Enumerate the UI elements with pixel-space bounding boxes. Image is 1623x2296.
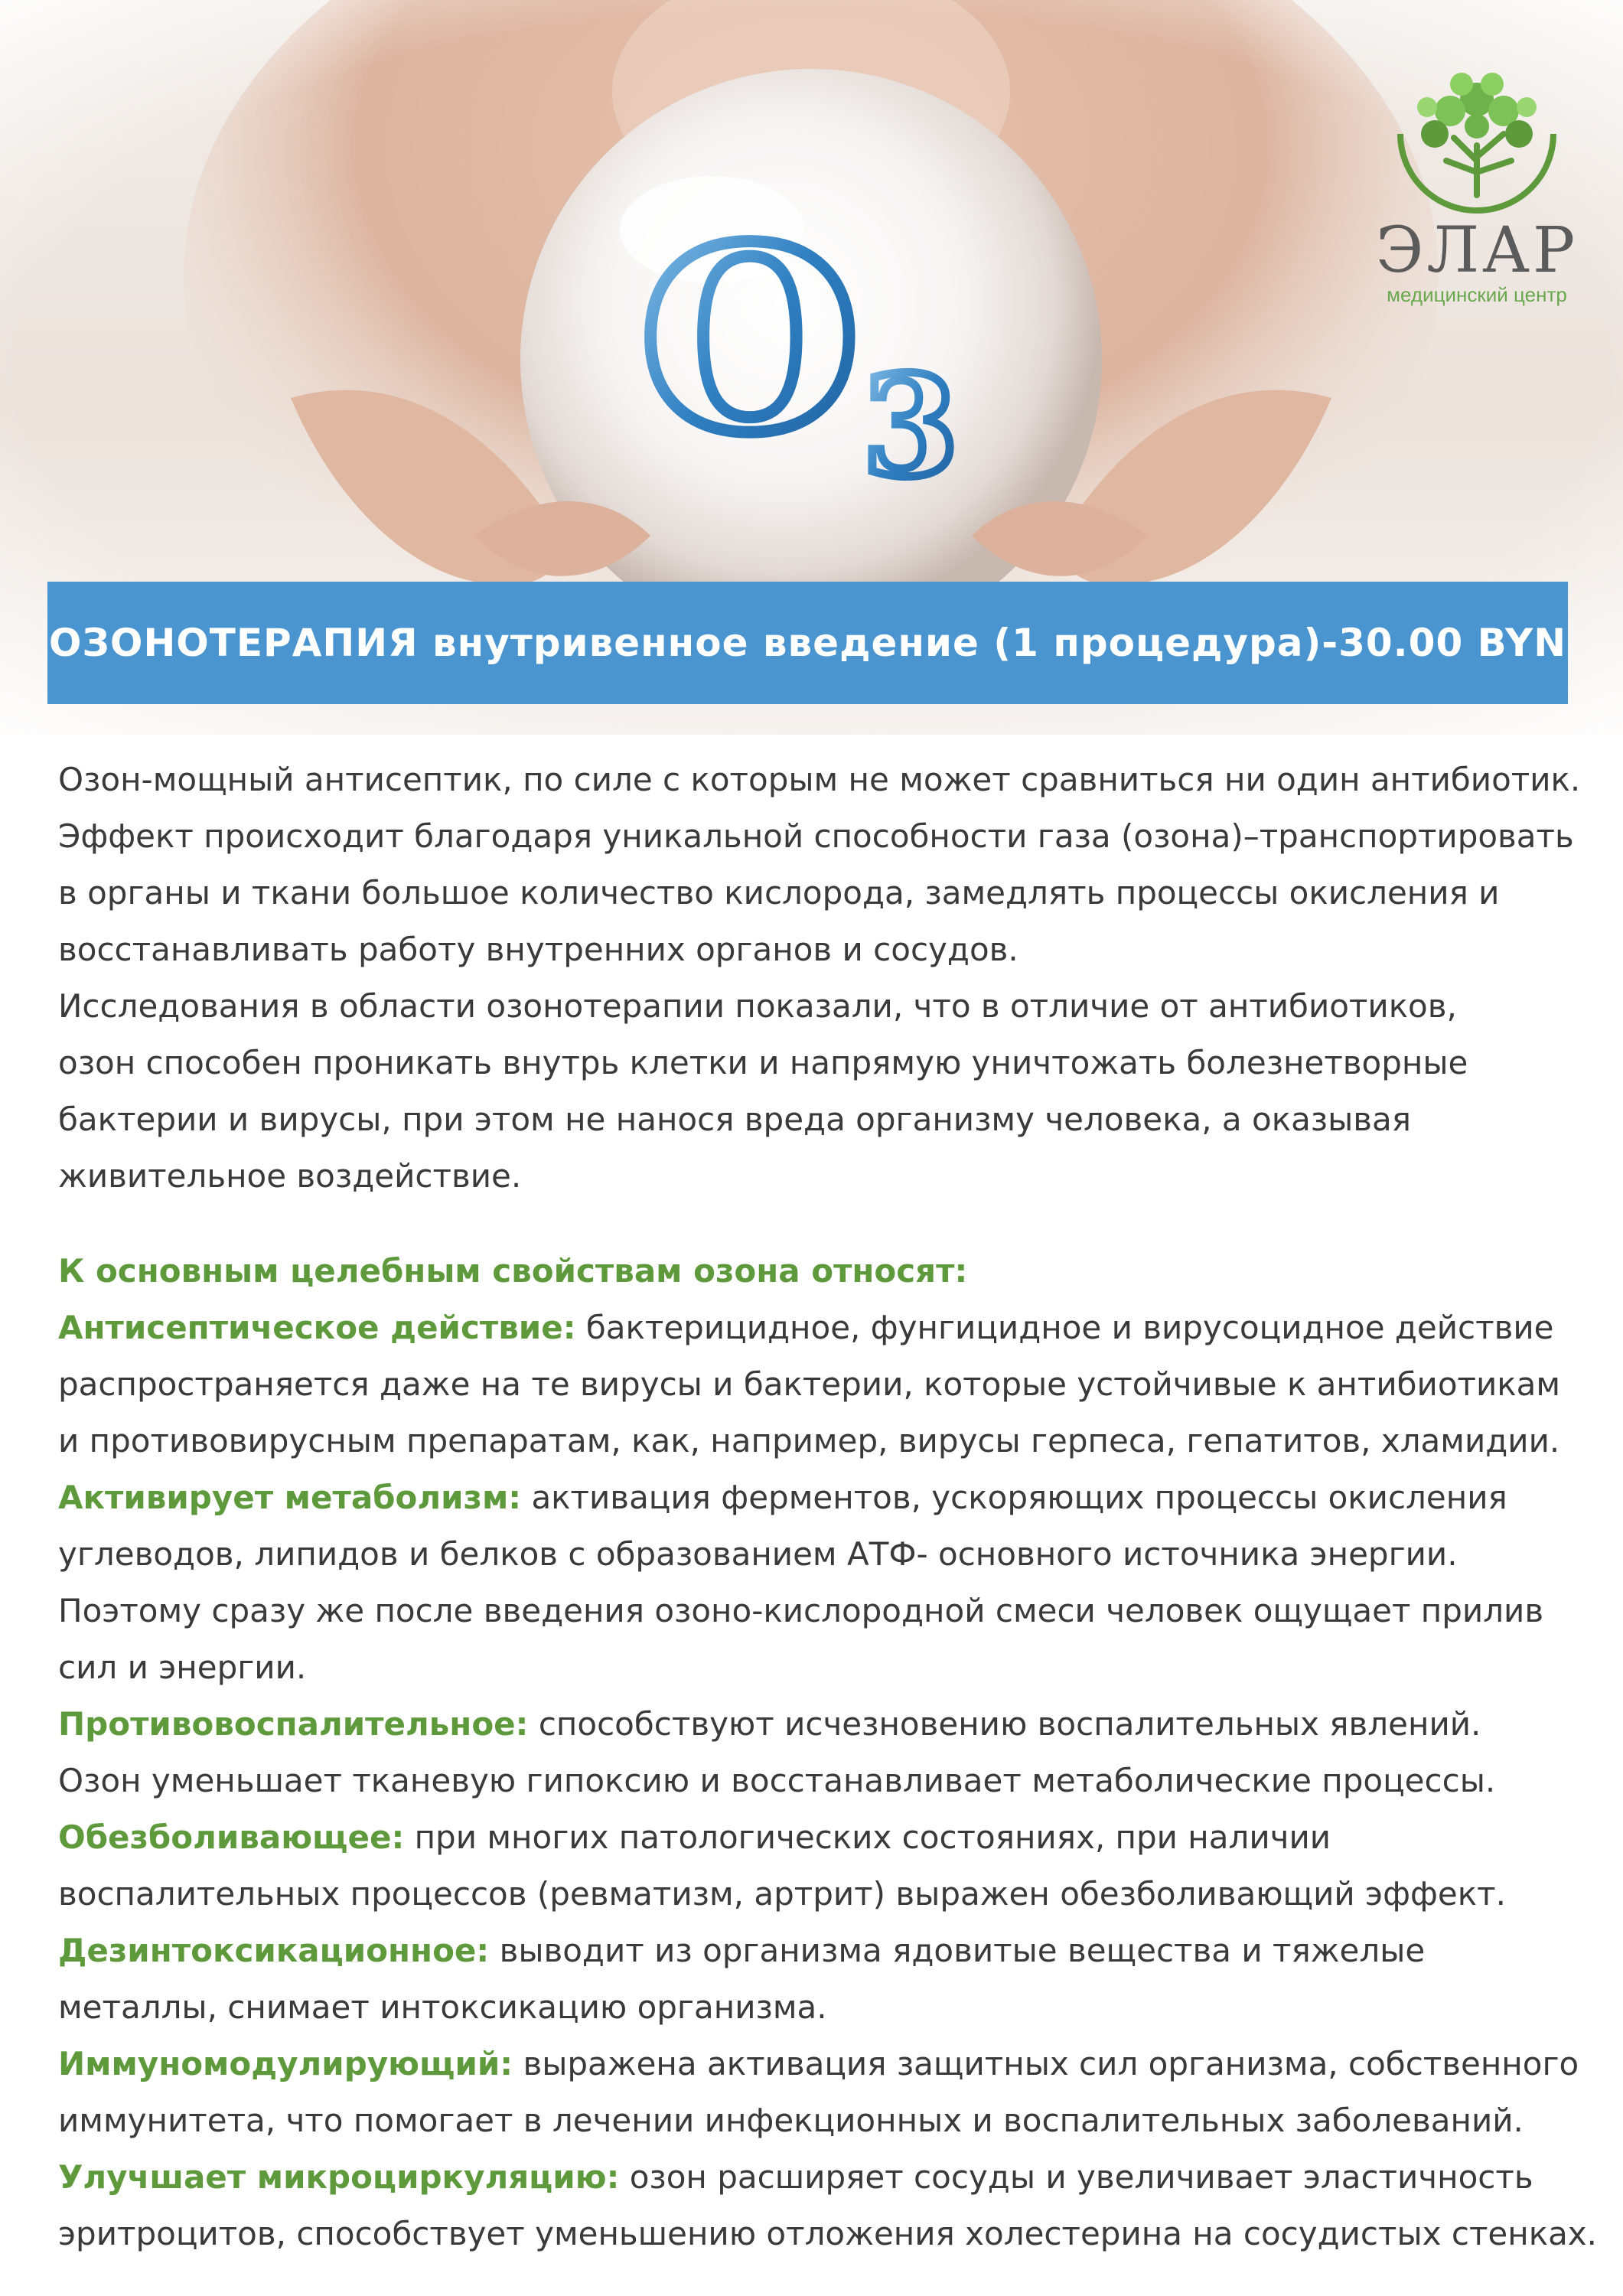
properties-heading: К основным целебным свойствам озона относят: — [58, 1252, 968, 1290]
property-label: Улучшает микроциркуляцию: — [58, 2158, 620, 2196]
intro-line: в органы и ткани большое количество кислорода, замедлять процессы окисления и — [58, 874, 1500, 912]
property-line: воспалительных процессов (ревматизм, артрит) выражен обезболивающий эффект. — [58, 1875, 1506, 1913]
properties-section — [58, 1243, 1598, 2262]
property-antiseptic — [58, 1300, 1581, 1356]
property-line: сил и энергии. — [58, 1649, 307, 1686]
property-label: Дезинтоксикационное: — [58, 1932, 490, 1969]
property-label: Иммуномодулирующий: — [58, 2045, 513, 2082]
property-analgesic — [58, 1809, 1581, 1866]
property-line: и противовирусным препаратам, как, например, вирусы герпеса, гепатитов, хламидии. — [58, 1422, 1560, 1459]
property-line: распространяется даже на те вирусы и бактерии, которые устойчивые к антибиотикам — [58, 1365, 1561, 1403]
property-label: Обезболивающее: — [58, 1818, 405, 1856]
tree-icon — [1385, 61, 1569, 214]
intro-line: бактерии и вирусы, при этом не нанося вреда организму человека, а оказывая — [58, 1101, 1412, 1138]
property-microcirculation — [58, 2149, 1581, 2206]
property-label: Противовоспалительное: — [58, 1705, 529, 1743]
property-line: Озон уменьшает тканевую гипоксию и восстанавливает метаболические процессы. — [58, 1762, 1496, 1799]
intro-line: Озон-мощный антисептик, по силе с которым не может сравниться ни один антибиотик. — [58, 761, 1581, 798]
property-text: бактерицидное, фунгицидное и вирусоцидное действие — [575, 1309, 1554, 1346]
intro-line: Исследования в области озонотерапии показали, что в отличие от антибиотиков, — [58, 987, 1457, 1025]
property-label: Антисептическое действие: — [58, 1309, 576, 1346]
intro-line: живительное воздействие. — [58, 1157, 522, 1195]
article-body — [58, 752, 1598, 2262]
property-text: способствуют исчезновению воспалительных явлений. — [528, 1705, 1481, 1743]
property-text: активация ферментов, ускоряющих процессы окисления — [521, 1479, 1507, 1516]
brand-subtitle: медицинский центр — [1387, 283, 1567, 306]
service-title-bar — [47, 582, 1568, 704]
property-detox — [58, 1923, 1581, 1979]
property-text: озон расширяет сосуды и увеличивает эластичность — [619, 2158, 1533, 2196]
property-line: иммунитета, что помогает в лечении инфекционных и воспалительных заболеваний. — [58, 2102, 1524, 2139]
intro-line: восстанавливать работу внутренних органов и сосудов. — [58, 931, 1018, 968]
property-line: Поэтому сразу же после введения озоно-кислородной смеси человек ощущает прилив — [58, 1592, 1544, 1629]
property-line: металлы, снимает интоксикацию организма. — [58, 1988, 827, 2026]
service-title: ОЗОНОТЕРАПИЯ внутривенное введение (1 процедура)-30.00 BYN — [48, 621, 1567, 665]
brand-logo[interactable] — [1370, 61, 1584, 314]
property-text: при многих патологических состояниях, при наличии — [404, 1818, 1331, 1856]
brand-name: ЭЛАР — [1375, 214, 1579, 287]
property-line: углеводов, липидов и белков с образованием АТФ- основного источника энергии. — [58, 1535, 1458, 1573]
property-immunomodulating — [58, 2036, 1581, 2092]
property-metabolism — [58, 1469, 1581, 1526]
property-label: Активирует метаболизм: — [58, 1479, 522, 1516]
property-anti-inflammatory — [58, 1696, 1581, 1753]
property-text: выводит из организма ядовитые вещества и тяжелые — [489, 1932, 1426, 1969]
property-text: выражена активация защитных сил организма, собственного — [513, 2045, 1579, 2082]
intro-line: озон способен проникать внутрь клетки и напрямую уничтожать болезнетворные — [58, 1044, 1468, 1081]
intro-paragraph — [58, 752, 1581, 1205]
intro-line: Эффект происходит благодаря уникальной способности газа (озона)–транспортировать — [58, 817, 1574, 855]
property-line: эритроцитов, способствует уменьшению отложения холестерина на сосудистых стенках. — [58, 2215, 1598, 2252]
